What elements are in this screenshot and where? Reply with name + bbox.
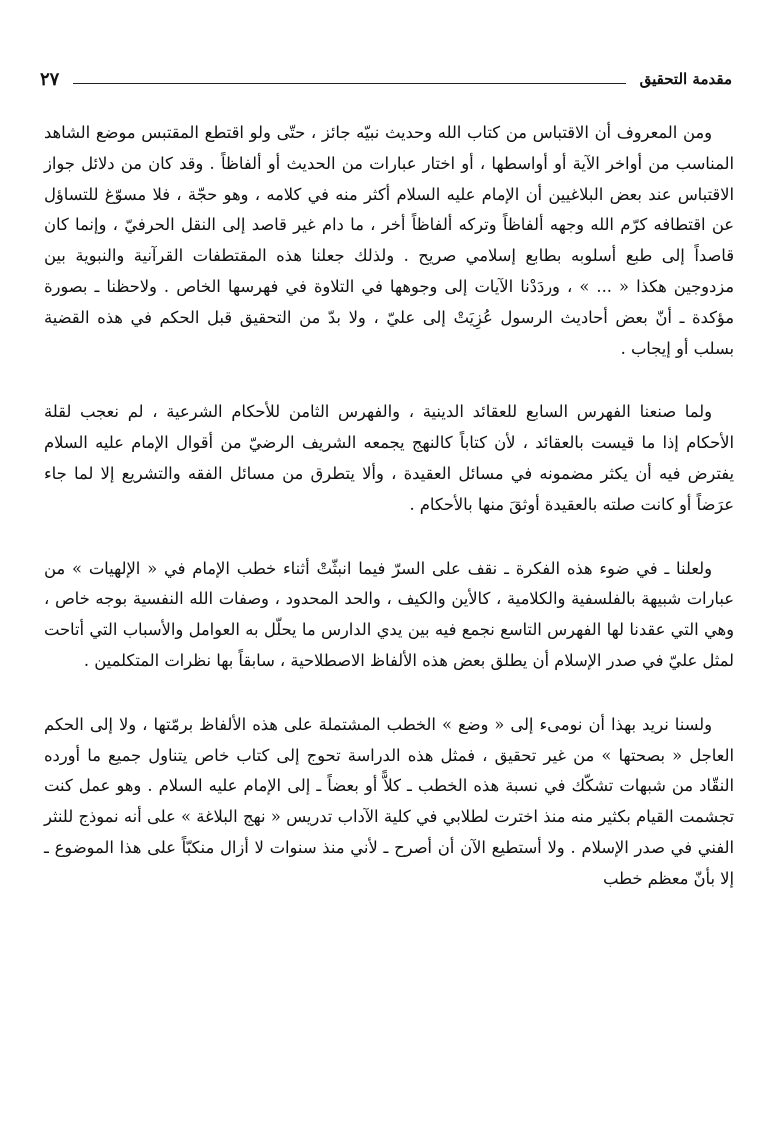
paragraph-theology: ولعلنا ـ في ضوء هذه الفكرة ـ نقف على السرّ فيما انبثّتْ أثناء خطب الإمام في « الإلهيات » من عبارات شبيهة بالفلسفية والكلامية ، كالأين والكيف ، والحد المحدود ، وصفات الله النفسية بوجه خاص ، وهي التي عقدنا لها الفهرس التاسع نجمع فيه بين يدي الدارس ما يحلّل به العوامل والأسباب التي أتاحت لمثل عليّ في صدر الإسلام أن يطلق بعض هذه الألفاظ الاصطلاحية ، سابقاً بها نظرات المتكلمين .	[44, 558, 734, 670]
paragraph-indexes: ولما صنعنا الفهرس السابع للعقائد الدينية ، والفهرس الثامن للأحكام الشرعية ، لم نعجب لقلة الأحكام إذا ما قيست بالعقائد ، لأن كتاباً كالنهج يجمعه الشريف الرضيّ من أقوال الإمام عليه السلام يفترض فيه أن يكثر مضمونه في مسائل العقيدة ، وألا يتطرق من مسائل الفقه والتشريع إلا لما جاء عرَضاً أو كانت صلته بالعقيدة أوثقَ منها بالأحكام .	[44, 402, 734, 514]
paragraph-gap	[44, 521, 734, 554]
paragraph-gap	[44, 364, 734, 397]
paragraph-quotation: ومن المعروف أن الاقتباس من كتاب الله وحديث نبيّه جائز ، حتّى ولو اقتطع المقتبس موضع الشاهد المناسب من أواخر الآية أو أواسطها ، أو اختار عبارات من الحديث أو ألفاظاً . وقد كان من دلائل جواز الاقتباس عند بعض البلاغيين أن الإمام عليه السلام أكثر منه في كلامه ، وهو حجّة ، فلا مسوّغ للتساؤل عن اقتطافه كرّم الله وجهه ألفاظاً وتركه ألفاظاً أخر ، ما دام غير قاصد إلى النقل الحرفيّ ، وإنما كان قاصداً إلى طبع أسلوبه بطابع إسلامي صريح . ولذلك جعلنا هذه المقتطفات القرآنية والنبوية بين مزدوجين هكذا « ... » ، وردَدْنا الآيات إلى وجوهها في التلاوة في فهرسها الخاص . ولاحظنا ـ بصورة مؤكدة ـ أنّ بعض أحاديث الرسول عُزِيَتْ إلى عليّ ، ولا بدّ من التحقيق قبل الحكم في هذه القضية بسلب أو إيجاب .	[44, 123, 734, 358]
page-number: ٢٧	[40, 68, 60, 90]
running-header	[40, 64, 732, 94]
page-body	[44, 118, 734, 895]
header-rule	[73, 83, 625, 84]
paragraph-authenticity: ولسنا نريد بهذا أن نومىء إلى « وضع » الخطب المشتملة على هذه الألفاظ برمّتها ، ولا إلى الحكم العاجل « بصحتها » من غير تحقيق ، فمثل هذه الدراسة تحوج إلى كتاب خاص يتناول جميع ما أورده النقّاد من شبهات تشكّك في نسبة هذه الخطب ـ كلاًّ أو بعضاً ـ إلى الإمام عليه السلام . وهو عمل كنت تجشمت القيام بكثير منه منذ اخترت لطلابي في كلية الآداب تدريس « نهج البلاغة » على أنه نموذج للنثر الفني في صدر الإسلام . ولا أستطيع الآن أن أصرح ـ لأني منذ سنوات لا أزال منكبّاً على هذا الموضوع ـ إلا بأنّ معظم خطب	[44, 714, 734, 888]
chapter-title: مقدمة التحقيق	[639, 70, 732, 88]
paragraph-gap	[44, 677, 734, 710]
